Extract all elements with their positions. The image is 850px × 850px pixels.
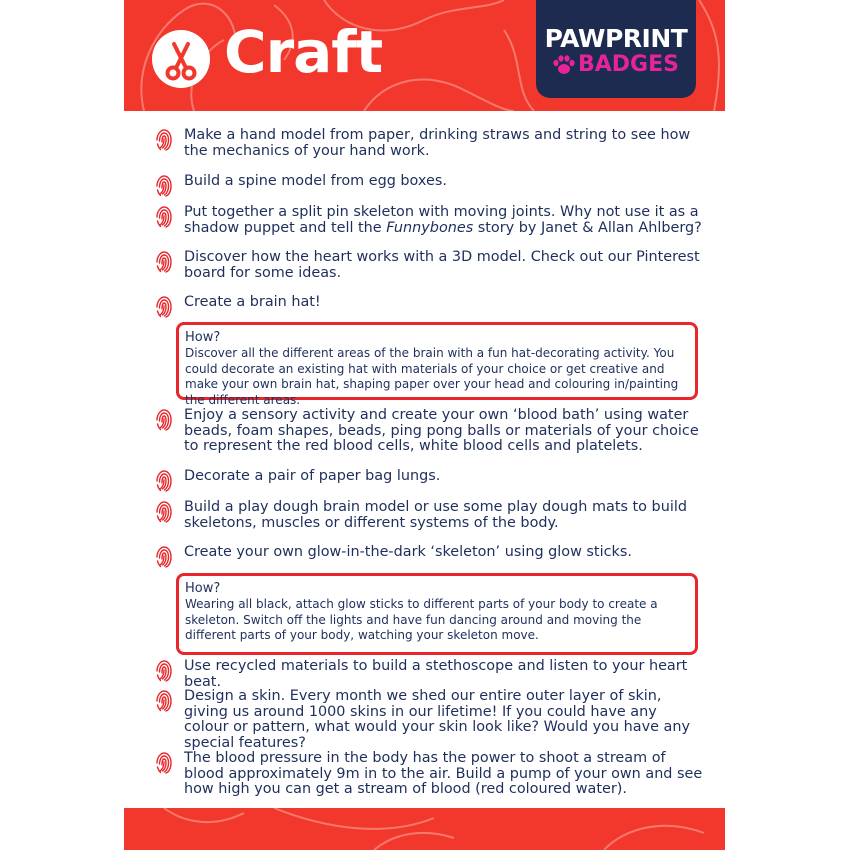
paw-icon — [552, 54, 576, 76]
list-item-text: Build a spine model from egg boxes. — [184, 173, 447, 189]
list-item-text: Build a play dough brain model or use some play dough mats to build skeletons, muscles or different systems of the body. — [184, 499, 687, 531]
how-box — [176, 322, 698, 407]
list-item-text-part: Put together a split pin skeleton with moving joints. Why not use it as a shadow puppet and tell the — [184, 204, 699, 236]
fingerprint-icon — [154, 295, 174, 323]
list-item-text: Use recycled materials to build a stethoscope and listen to your heart beat. — [184, 658, 688, 690]
fingerprint-icon — [154, 469, 174, 497]
craft-sheet — [124, 0, 725, 850]
fingerprint-icon — [154, 689, 174, 717]
how-heading: How? — [185, 330, 221, 345]
fingerprint-icon — [154, 545, 174, 573]
book-title: Funnybones — [386, 219, 474, 236]
footer-banner — [124, 808, 725, 850]
list-item-text: Enjoy a sensory activity and create your own ‘blood bath’ using water beads, foam shapes, beads, ping pong balls or materials of your choice to represent the red blood cells, white blood cells and platelets. — [184, 407, 699, 454]
fingerprint-icon — [154, 659, 174, 687]
page-title: Craft — [224, 18, 383, 86]
footer-decoration — [124, 808, 725, 850]
fingerprint-icon — [154, 205, 174, 233]
fingerprint-icon — [154, 408, 174, 436]
scissors-icon — [152, 30, 210, 88]
list-item-text: Discover how the heart works with a 3D model. Check out our Pinterest board for some ideas. — [184, 249, 700, 281]
list-item-text: Design a skin. Every month we shed our entire outer layer of skin, giving us around 1000 skins in our lifetime! If you could have any colour or pattern, what would your skin look like? Would you have any special features? — [184, 688, 691, 751]
list-item-text: Decorate a pair of paper bag lungs. — [184, 468, 441, 484]
scissors-logo — [152, 30, 210, 88]
fingerprint-icon — [154, 751, 174, 779]
fingerprint-icon — [154, 500, 174, 528]
badge-line-2: BADGES — [578, 52, 679, 77]
list-item-text: Create a brain hat! — [184, 294, 321, 310]
how-heading: How? — [185, 581, 221, 596]
list-item-text: Create your own glow-in-the-dark ‘skeleton’ using glow sticks. — [184, 544, 632, 560]
how-box — [176, 573, 698, 655]
fingerprint-icon — [154, 128, 174, 156]
how-body: Discover all the different areas of the brain with a fun hat-decorating activity. You could decorate an existing hat with materials of your choice or get creative and make your own brain hat, shaping paper over your head and colouring in/painting the different areas. — [185, 346, 679, 407]
list-item-text-part: story by Janet & Allan Ahlberg? — [473, 219, 702, 236]
badge-line-1: PAWPRINT — [544, 24, 688, 53]
list-item-text: The blood pressure in the body has the power to shoot a stream of blood approximately 9m in to the air. Build a pump of your own and see how high you can get a stream of blood (red coloured water). — [184, 750, 703, 797]
how-body: Wearing all black, attach glow sticks to different parts of your body to create a skeleton. Switch off the lights and have fun dancing around and moving the different parts of your body, watching your skeleton move. — [185, 597, 658, 642]
fingerprint-icon — [154, 250, 174, 278]
pawprint-badges-logo — [536, 0, 696, 98]
header-banner — [124, 0, 725, 111]
list-item-text — [184, 205, 704, 236]
fingerprint-icon — [154, 174, 174, 202]
list-item-text: Make a hand model from paper, drinking straws and string to see how the mechanics of your hand work. — [184, 127, 691, 159]
